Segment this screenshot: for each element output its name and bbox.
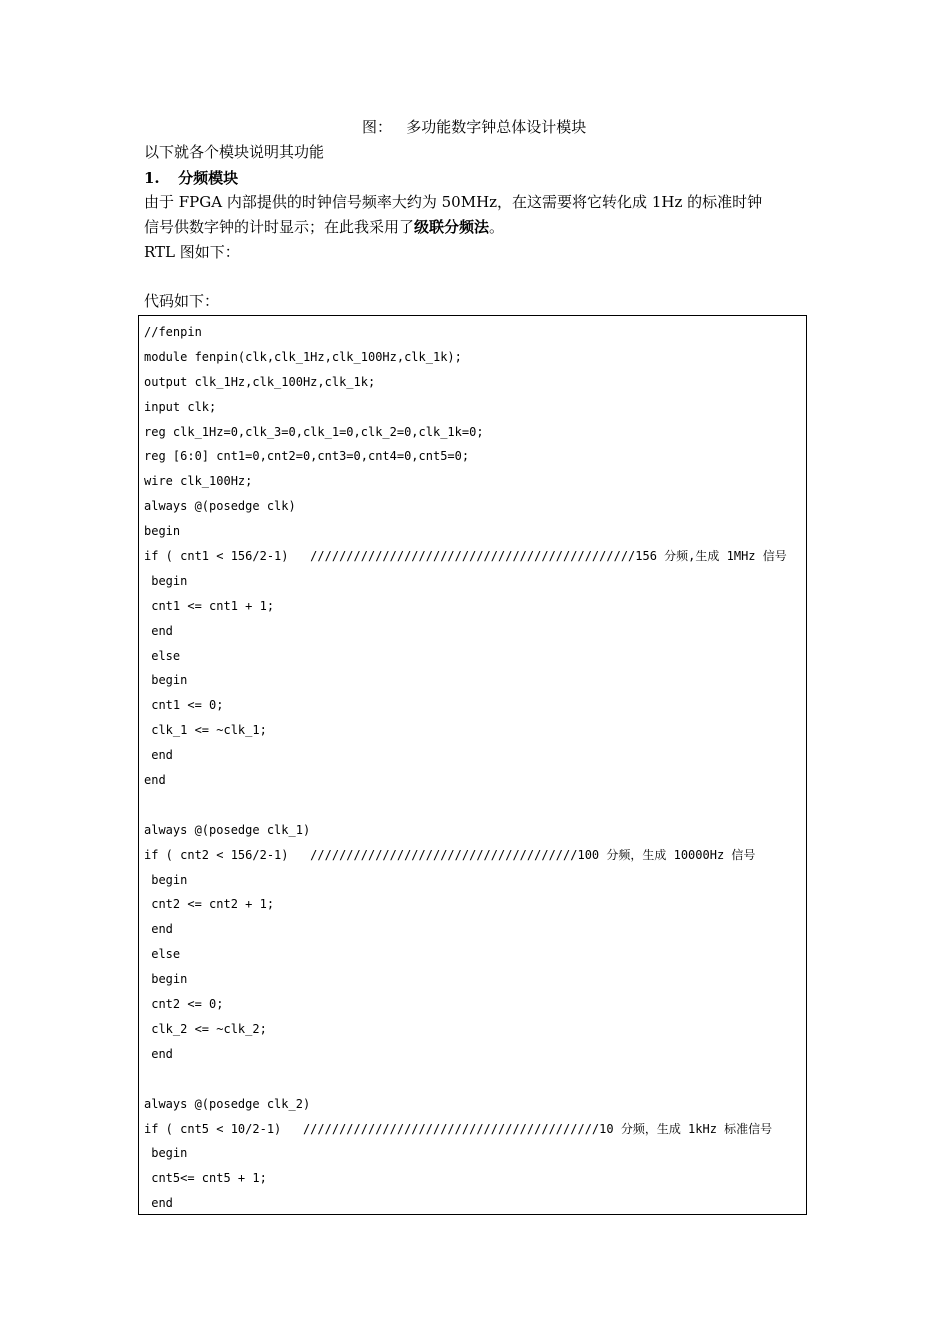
code-line: reg clk_1Hz=0,clk_3=0,clk_1=0,clk_2=0,clk_1k=0; <box>144 424 484 439</box>
code-line <box>144 793 802 818</box>
code-line: cnt2 <= cnt2 + 1; <box>144 897 275 912</box>
code-line: if ( cnt5 < 10/2-1) /////////////////////////////////////////10 分频，生成 1kHz 标准信号 <box>144 1121 773 1136</box>
code-line: clk_2 <= ~clk_2; <box>144 1021 267 1036</box>
code-line: begin <box>144 872 188 887</box>
paragraph-line-2-text: 信号供数字钟的计时显示；在此我采用了 <box>144 218 415 236</box>
code-line: clk_1 <= ~clk_1; <box>144 723 267 738</box>
code-line: end <box>144 748 173 763</box>
section-number: 1. <box>144 169 160 187</box>
code-line: input clk; <box>144 399 217 414</box>
code-line: end <box>144 773 166 788</box>
code-block <box>138 315 807 1215</box>
code-line <box>144 1067 802 1092</box>
code-line: if ( cnt1 < 156/2-1) /////////////////////////////////////////////156 分频,生成 1MHz 信号 <box>144 549 787 564</box>
code-line: end <box>144 922 173 937</box>
code-line: begin <box>144 573 188 588</box>
section-heading <box>144 167 238 188</box>
code-label: 代码如下： <box>144 292 220 310</box>
section-title: 分频模块 <box>178 169 239 187</box>
code-line: //fenpin <box>144 325 202 339</box>
intro-text: 以下就各个模块说明其功能 <box>144 143 325 161</box>
code-line: end <box>144 1046 173 1061</box>
code-lines <box>144 320 802 1215</box>
code-line: output clk_1Hz,clk_100Hz,clk_1k; <box>144 374 376 389</box>
code-line: wire clk_100Hz; <box>144 474 253 489</box>
code-line: cnt1 <= 0; <box>144 698 224 713</box>
code-line: else <box>144 648 181 663</box>
code-line: cnt2 <= 0; <box>144 997 224 1012</box>
rtl-label: RTL 图如下： <box>144 243 240 261</box>
code-line: end <box>144 623 173 638</box>
paragraph-line-1: 由于 FPGA 内部提供的时钟信号频率大约为 50MHz，在这需要将它转化成 1Hz 的标准时钟 <box>144 193 763 211</box>
code-line: reg [6:0] cnt1=0,cnt2=0,cnt3=0,cnt4=0,cnt5=0; <box>144 449 470 464</box>
code-line: begin <box>144 524 181 539</box>
code-line: else <box>144 947 181 962</box>
code-line: begin <box>144 673 188 688</box>
paragraph-line-2-end: 。 <box>489 218 505 236</box>
code-line: begin <box>144 972 188 987</box>
code-line: always @(posedge clk_1) <box>144 822 311 837</box>
code-line: begin <box>144 1146 188 1161</box>
code-line: cnt1 <= cnt1 + 1; <box>144 598 275 613</box>
figure-caption: 图： 多功能数字钟总体设计模块 <box>362 118 587 136</box>
code-line: end <box>144 1196 173 1211</box>
cascade-division-term: 级联分频法 <box>414 218 490 236</box>
code-line: always @(posedge clk_2) <box>144 1096 311 1111</box>
code-line: if ( cnt2 < 156/2-1) /////////////////////////////////////100 分频，生成 10000Hz 信号 <box>144 847 756 862</box>
code-line: module fenpin(clk,clk_1Hz,clk_100Hz,clk_1k); <box>144 349 462 364</box>
code-line: cnt5<= cnt5 + 1; <box>144 1171 267 1186</box>
paragraph-line-2 <box>144 216 504 237</box>
code-line: always @(posedge clk) <box>144 499 296 514</box>
